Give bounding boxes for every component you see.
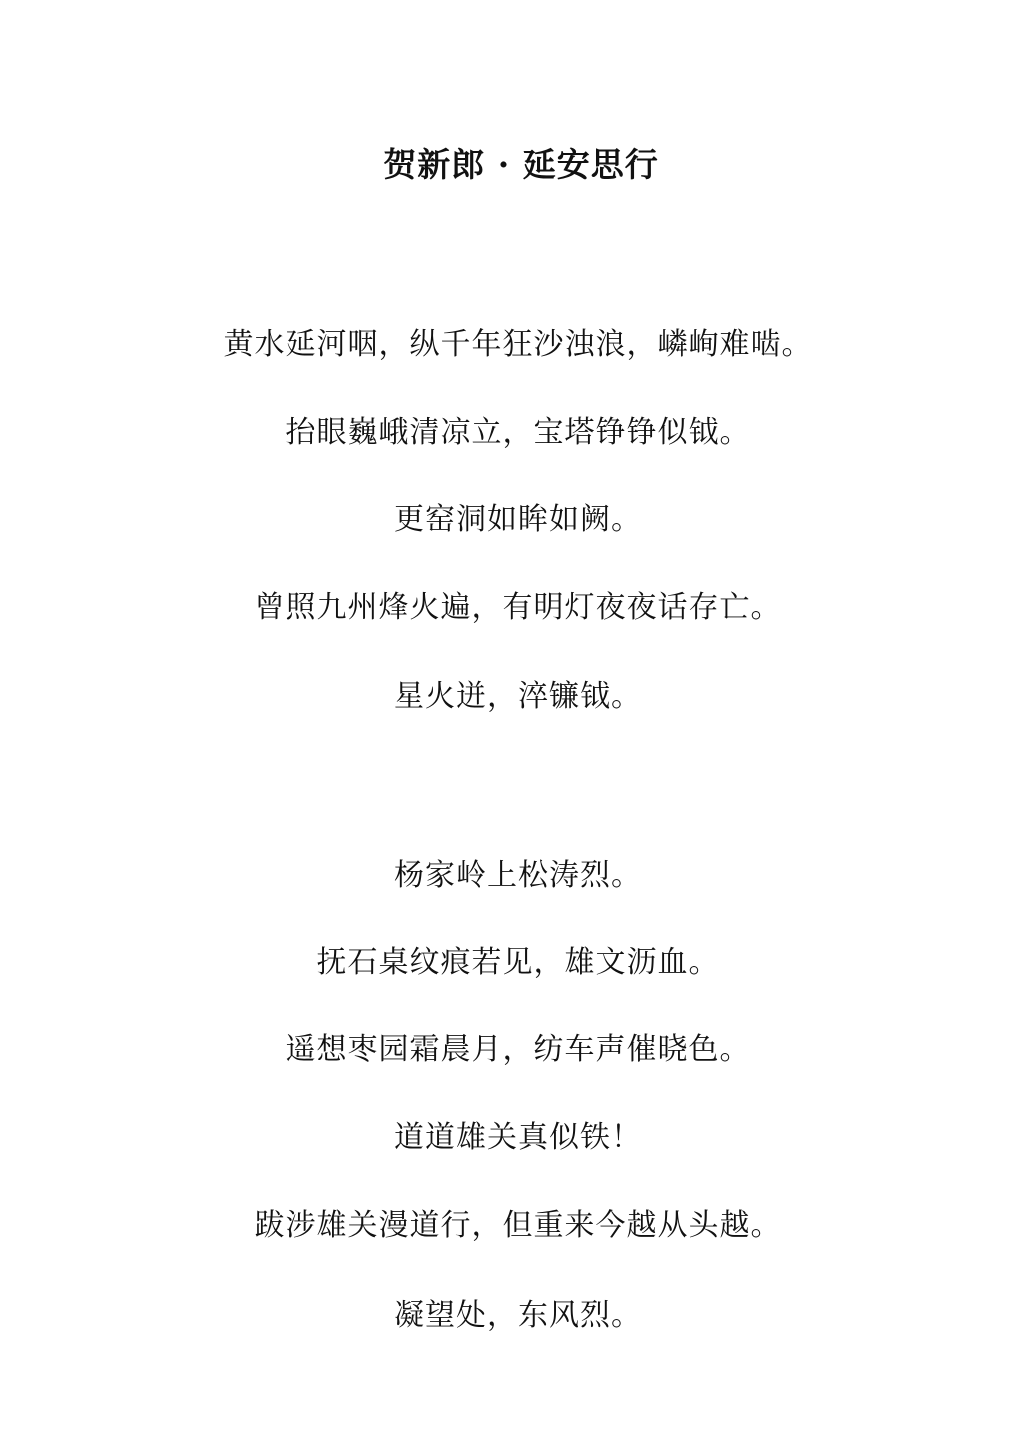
poem-line: 更窑洞如眸如阙。 [394,502,642,537]
poem-line: 黄水延河咽，纵千年狂沙浊浪，嶙峋难啮。 [223,327,813,362]
poem-line: 星火迸，淬镰钺。 [394,679,642,714]
poem-line: 曾照九州烽火遍，有明灯夜夜话存亡。 [254,590,782,625]
poem-line: 抬眼巍峨清凉立，宝塔铮铮似钺。 [285,415,751,450]
poem-line: 道道雄关真似铁！ [394,1120,642,1155]
poem-line: 遥想枣园霜晨月，纺车声催晓色。 [285,1032,751,1067]
poem-line: 抚石桌纹痕若见，雄文沥血。 [316,945,720,980]
poem-title: 贺新郎 · 延安思行 [383,145,659,184]
poem-line: 杨家岭上松涛烈。 [394,858,642,893]
poem-line: 凝望处，东风烈。 [394,1298,642,1333]
poem-line: 跋涉雄关漫道行，但重来今越从头越。 [254,1208,782,1243]
